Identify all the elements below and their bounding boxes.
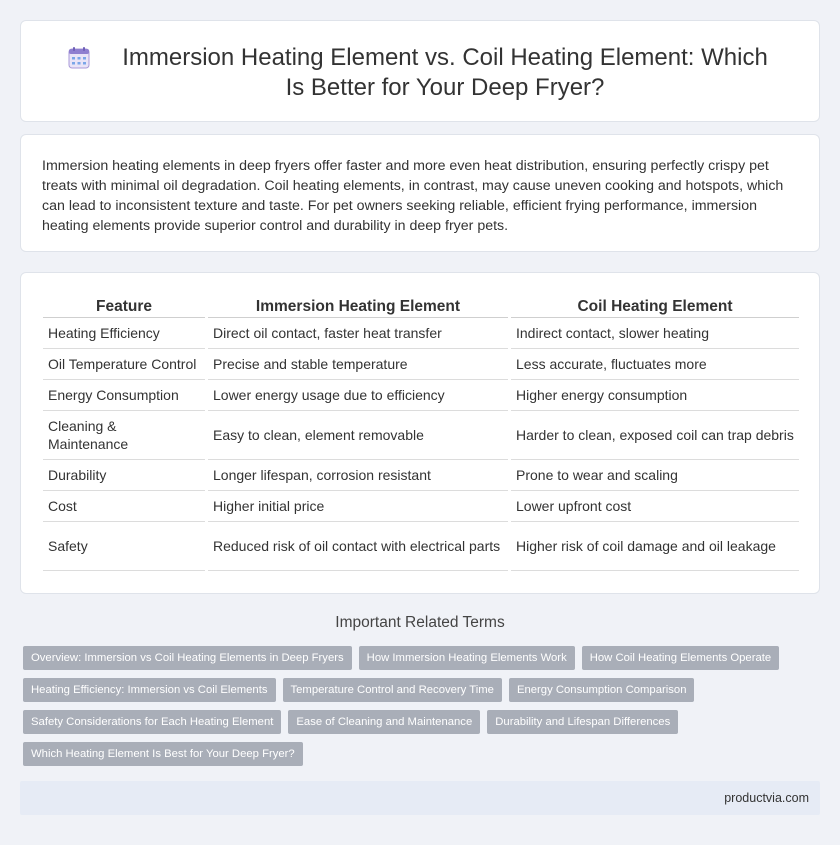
table-row: [43, 491, 799, 522]
table-cell: Higher initial price: [208, 491, 508, 522]
table-cell: Harder to clean, exposed coil can trap debris: [511, 411, 799, 460]
table-row: [43, 460, 799, 491]
related-term-tag[interactable]: Overview: Immersion vs Coil Heating Elements in Deep Fryers: [23, 646, 352, 670]
column-header: Coil Heating Element: [511, 296, 799, 318]
table-cell: Direct oil contact, faster heat transfer: [208, 318, 508, 349]
related-term-tag[interactable]: Which Heating Element Is Best for Your Deep Fryer?: [23, 742, 303, 766]
table-cell: Easy to clean, element removable: [208, 411, 508, 460]
tag-row: [23, 678, 823, 702]
table-row: [43, 318, 799, 349]
footer-site: productvia.com: [724, 791, 809, 805]
footer: [20, 781, 820, 815]
table-row: [43, 522, 799, 571]
table-cell: Prone to wear and scaling: [511, 460, 799, 491]
related-term-tag[interactable]: How Coil Heating Elements Operate: [582, 646, 779, 670]
comparison-table: [43, 296, 799, 571]
related-terms-list: [23, 646, 823, 774]
table-cell: Cost: [43, 491, 205, 522]
related-term-tag[interactable]: Heating Efficiency: Immersion vs Coil Elements: [23, 678, 276, 702]
related-term-tag[interactable]: Energy Consumption Comparison: [509, 678, 695, 702]
related-term-tag[interactable]: How Immersion Heating Elements Work: [359, 646, 575, 670]
table-header-row: [43, 296, 799, 318]
table-cell: Lower upfront cost: [511, 491, 799, 522]
page-title: Immersion Heating Element vs. Coil Heating Element: Which Is Better for Your Deep Fryer?: [122, 44, 768, 101]
table-cell: Longer lifespan, corrosion resistant: [208, 460, 508, 491]
intro-paragraph: Immersion heating elements in deep fryers offer faster and more even heat distribution, ensuring perfectly crispy pet treats with minimal oil degradation. Coil heating elements, in contrast, may cause uneven cooking and hotspots, which can lead to inconsistent texture and taste. For pet owners seeking reliable, efficient frying performance, immersion heating elements provide superior control and durability in deep fryer pets.: [42, 158, 784, 234]
table-cell: Lower energy usage due to efficiency: [208, 380, 508, 411]
comparison-card: [20, 272, 820, 594]
table-row: [43, 349, 799, 380]
tag-row: [23, 742, 823, 766]
column-header: Immersion Heating Element: [208, 296, 508, 318]
table-cell: Higher energy consumption: [511, 380, 799, 411]
related-term-tag[interactable]: Durability and Lifespan Differences: [487, 710, 678, 734]
column-header: Feature: [43, 296, 205, 318]
table-cell: Less accurate, fluctuates more: [511, 349, 799, 380]
table-cell: Cleaning & Maintenance: [43, 411, 205, 460]
table-cell: Reduced risk of oil contact with electrical parts: [208, 522, 508, 571]
related-term-tag[interactable]: Ease of Cleaning and Maintenance: [288, 710, 480, 734]
tag-row: [23, 646, 823, 670]
table-row: [43, 411, 799, 460]
table-cell: Higher risk of coil damage and oil leakage: [511, 522, 799, 571]
related-terms-title: Important Related Terms: [335, 614, 505, 631]
table-cell: Heating Efficiency: [43, 318, 205, 349]
title-card: [20, 20, 820, 122]
tag-row: [23, 710, 823, 734]
table-cell: Energy Consumption: [43, 380, 205, 411]
related-term-tag[interactable]: Safety Considerations for Each Heating Element: [23, 710, 281, 734]
table-cell: Oil Temperature Control: [43, 349, 205, 380]
table-cell: Durability: [43, 460, 205, 491]
table-row: [43, 380, 799, 411]
intro-card: [20, 134, 820, 252]
table-cell: Precise and stable temperature: [208, 349, 508, 380]
related-term-tag[interactable]: Temperature Control and Recovery Time: [283, 678, 502, 702]
table-cell: Safety: [43, 522, 205, 571]
table-cell: Indirect contact, slower heating: [511, 318, 799, 349]
